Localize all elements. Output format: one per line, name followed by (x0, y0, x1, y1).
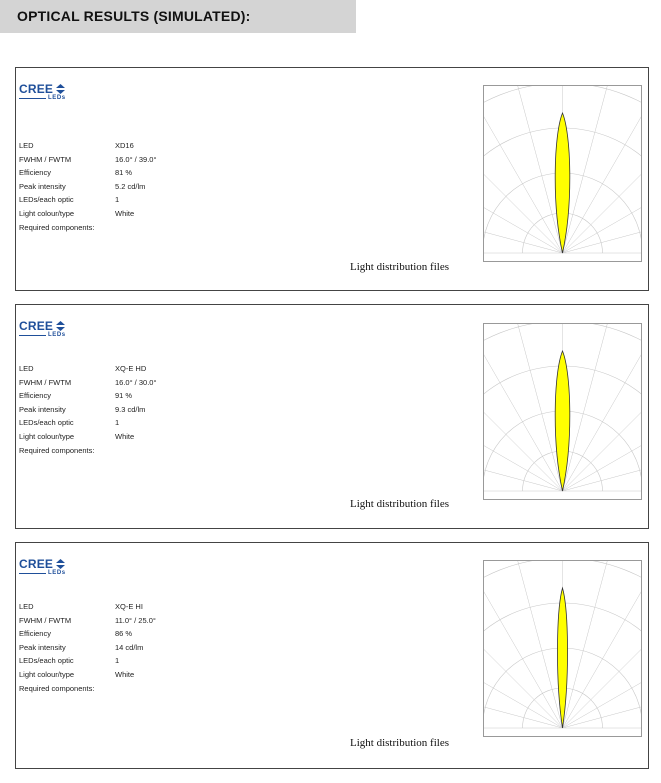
spec-value-led: XQ-E HD (115, 364, 147, 373)
spec-value-leds: 1 (115, 418, 120, 428)
polar-light-distribution-diagram (483, 85, 642, 262)
polar-grid-ray (484, 613, 563, 728)
polar-grid-ray (563, 138, 642, 253)
logo-brand-text: CREE (19, 319, 54, 333)
spec-value-colour: White (115, 431, 135, 441)
section-title: OPTICAL RESULTS (SIMULATED): (17, 8, 251, 24)
logo-arrows-icon (56, 559, 65, 569)
polar-grid-ray (484, 565, 563, 728)
logo-arrows-icon (56, 84, 65, 94)
spec-label: Efficiency (19, 629, 51, 639)
spec-value-peak: 14 cd/lm (115, 642, 144, 652)
polar-grid-ray (503, 561, 563, 728)
spec-label: LEDs/each optic (19, 418, 74, 428)
polar-grid-ray (563, 324, 642, 491)
polar-light-distribution-diagram (483, 323, 642, 500)
logo-underline (19, 98, 46, 99)
spec-value-efficiency: 86 % (115, 629, 133, 639)
polar-grid-ray (563, 613, 642, 728)
polar-grid-ray (484, 138, 563, 253)
beam-intensity-lobe (555, 351, 570, 491)
spec-label: Light colour/type (19, 208, 75, 218)
polar-grid-ray (563, 90, 642, 253)
logo-underline (19, 335, 46, 336)
optic-result-panel (15, 542, 649, 769)
cree-logo (19, 82, 89, 108)
polar-grid-ray (503, 86, 563, 253)
section-header (0, 0, 356, 33)
spec-label: Peak intensity (19, 181, 66, 191)
spec-label: LEDs/each optic (19, 656, 74, 666)
light-distribution-files-link[interactable]: Light distribution files (350, 737, 449, 749)
spec-label: LED (19, 602, 34, 611)
spec-label: Required components: (19, 683, 95, 693)
optic-result-panel (15, 304, 649, 529)
polar-grid-ray (563, 86, 642, 253)
spec-label: FWHM / FWTM (19, 154, 72, 164)
spec-label: Light colour/type (19, 431, 75, 441)
polar-grid-ray (563, 324, 623, 491)
logo-sub-text: LEDs (48, 570, 66, 576)
polar-diagram-svg (484, 86, 641, 261)
spec-label: LEDs/each optic (19, 195, 74, 205)
spec-label: Efficiency (19, 168, 51, 178)
spec-value-fwhm: 16.0° / 30.0° (115, 377, 157, 387)
beam-intensity-lobe (555, 113, 570, 253)
logo-underline (19, 573, 46, 574)
spec-value-led: XD16 (115, 141, 134, 150)
light-distribution-files-link[interactable]: Light distribution files (350, 261, 449, 273)
spec-label: Peak intensity (19, 642, 66, 652)
polar-grid-ray (563, 561, 623, 728)
spec-value-colour: White (115, 669, 135, 679)
logo-arrows-icon (56, 321, 65, 331)
spec-label: LED (19, 364, 34, 373)
spec-label: Light colour/type (19, 669, 75, 679)
spec-value-leds: 1 (115, 656, 120, 666)
logo-brand-text: CREE (19, 557, 54, 571)
polar-grid-ray (484, 328, 563, 491)
cree-logo (19, 557, 89, 583)
logo-brand-text: CREE (19, 82, 54, 96)
polar-grid-ray (563, 328, 642, 491)
optic-result-panel (15, 67, 649, 291)
polar-diagram-svg (484, 324, 641, 499)
logo-sub-text: LEDs (48, 332, 66, 338)
spec-value-efficiency: 91 % (115, 391, 133, 401)
spec-value-colour: White (115, 208, 135, 218)
polar-grid-ray (484, 324, 563, 491)
beam-intensity-lobe (557, 588, 567, 728)
logo-sub-text: LEDs (48, 95, 66, 101)
polar-grid-ray (563, 86, 623, 253)
spec-value-peak: 5.2 cd/lm (115, 181, 146, 191)
cree-logo (19, 319, 89, 345)
spec-label: Peak intensity (19, 404, 66, 414)
polar-grid-ray (484, 561, 563, 728)
spec-value-led: XQ-E HI (115, 602, 143, 611)
spec-value-leds: 1 (115, 195, 120, 205)
polar-light-distribution-diagram (483, 560, 642, 737)
spec-value-efficiency: 81 % (115, 168, 133, 178)
spec-value-peak: 9.3 cd/lm (115, 404, 146, 414)
spec-label: LED (19, 141, 34, 150)
polar-diagram-svg (484, 561, 641, 736)
spec-value-fwhm: 11.0° / 25.0° (115, 615, 156, 625)
polar-grid-ray (563, 565, 642, 728)
polar-grid-ray (503, 324, 563, 491)
spec-label: Required components: (19, 445, 95, 455)
polar-grid-ray (484, 86, 563, 253)
polar-grid-ray (484, 376, 563, 491)
spec-label: FWHM / FWTM (19, 615, 72, 625)
spec-label: Required components: (19, 222, 95, 232)
polar-grid-ray (484, 90, 563, 253)
spec-value-fwhm: 16.0° / 39.0° (115, 154, 157, 164)
polar-grid-ray (563, 561, 642, 728)
spec-label: Efficiency (19, 391, 51, 401)
spec-label: FWHM / FWTM (19, 377, 72, 387)
light-distribution-files-link[interactable]: Light distribution files (350, 498, 449, 510)
polar-grid-ray (563, 376, 642, 491)
